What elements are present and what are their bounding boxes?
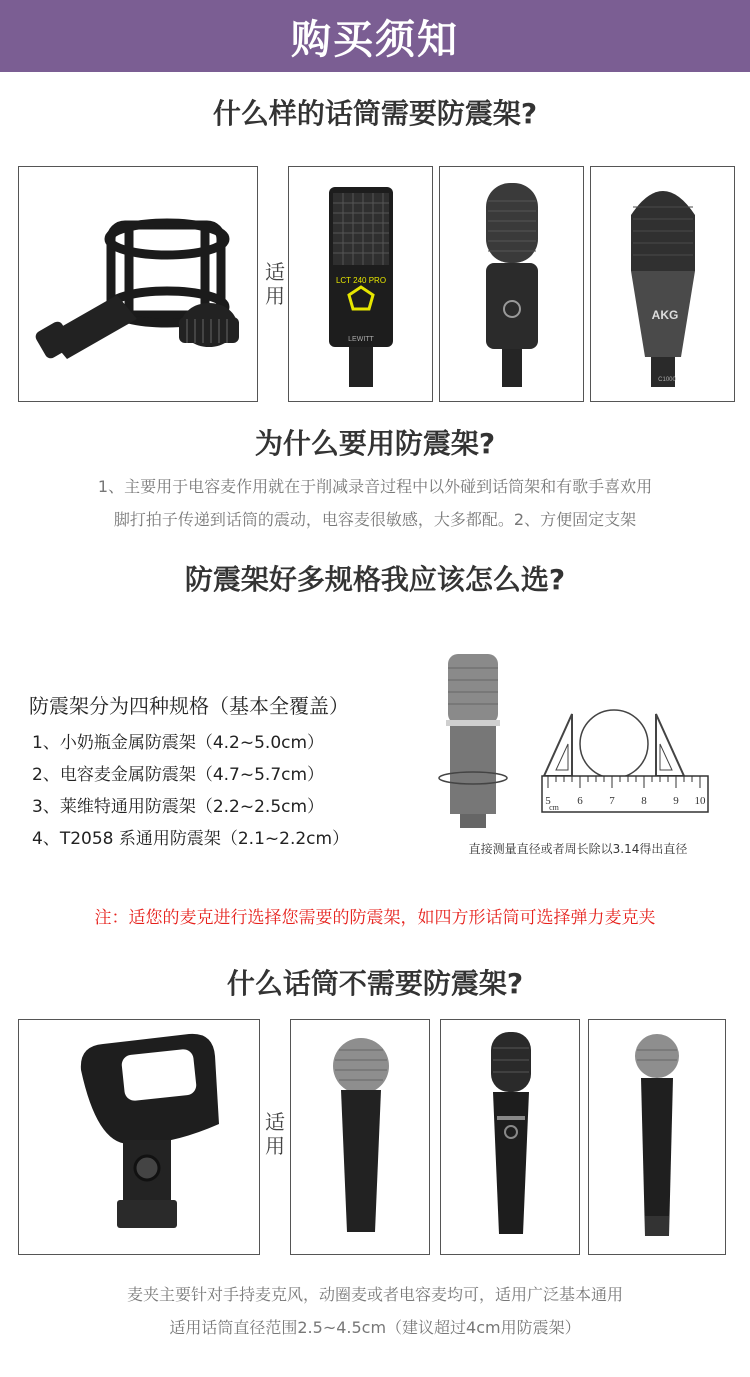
akg-model-text: C1000 [658,377,676,383]
section4-line: 适用话筒直径范围2.5~4.5cm（建议超过4cm用防震架） [169,1318,581,1337]
measurement-graphic [432,648,722,838]
mic-image-lewitt [288,166,433,402]
ruler-number: 9 [673,795,679,807]
applicable-label [263,1110,287,1158]
section3-heading: 防震架好多规格我应该怎么选? [184,563,566,596]
spec-list-title: 防震架分为四种规格（基本全覆盖） [29,694,349,718]
ruler-number: 8 [641,795,647,807]
spec-item: 1、小奶瓶金属防震架（4.2~5.0cm） [32,733,325,753]
ruler-number: 10 [694,795,706,807]
ruler-number: 5 [545,795,551,807]
condenser-handheld-mic-illustration [441,1020,579,1254]
red-note: 注：适您的麦克进行选择您需要的防震架，如四方形话筒可选择弹力麦克夹 [94,908,656,928]
applicable-label-char: 用 [265,1134,285,1158]
mic-clip-illustration [19,1020,259,1254]
audio-technica-mic-illustration [440,167,583,401]
top-banner [0,0,750,72]
spec-item: 4、T2058 系通用防震架（2.1~2.2cm） [32,829,350,849]
mic-image-akg [590,166,735,402]
measurement-illustration [432,648,722,838]
section4-line: 麦夹主要针对手持麦克风，动圈麦或者电容麦均可，适用广泛基本通用 [126,1285,623,1304]
dynamic-mic-illustration [291,1020,429,1254]
ruler [542,776,708,812]
section2-body [0,470,750,536]
spec-item: 2、电容麦金属防震架（4.7~5.7cm） [32,765,325,785]
applicable-label [263,260,287,308]
measurement-caption: 直接测量直径或者周长除以3.14得出直径 [468,842,688,856]
section2-line: 脚打拍子传递到话筒的震动，电容麦很敏感，大多都配。2、方便固定支架 [113,510,637,529]
ruler-unit: cm [549,803,559,812]
akg-brand-text: AKG [651,308,679,322]
lewitt-brand-text: LEWITT [348,336,374,343]
akg-mic-illustration [591,167,734,401]
handheld-mic-image [290,1019,430,1255]
ruler-number: 7 [609,795,615,807]
lewitt-model-text: LCT 240 PRO [335,276,387,285]
ruler-number: 6 [577,795,583,807]
shock-mount-image [18,166,258,402]
applicable-label-char: 用 [265,284,285,308]
section2-line: 1、主要用于电容麦作用就在于削减录音过程中以外碰到话筒架和有歌手喜欢用 [97,477,653,496]
section2-heading: 为什么要用防震架? [254,427,496,460]
handheld-mic-image [588,1019,726,1255]
wireless-mic-illustration [589,1020,725,1254]
applicable-label-char: 适 [265,260,285,284]
banner-title: 购买须知 [291,16,459,63]
lewitt-mic-illustration [289,167,432,401]
shock-mount-illustration [19,167,257,401]
section4-heading: 什么话筒不需要防震架? [226,967,524,1000]
mic-image-audio-technica [439,166,584,402]
mic-clip-image [18,1019,260,1255]
applicable-label-char: 适 [265,1110,285,1134]
spec-item: 3、莱维特通用防震架（2.2~2.5cm） [32,797,325,817]
section1-heading: 什么样的话筒需要防震架? [212,97,538,130]
section4-body [0,1278,750,1344]
handheld-mic-image [440,1019,580,1255]
